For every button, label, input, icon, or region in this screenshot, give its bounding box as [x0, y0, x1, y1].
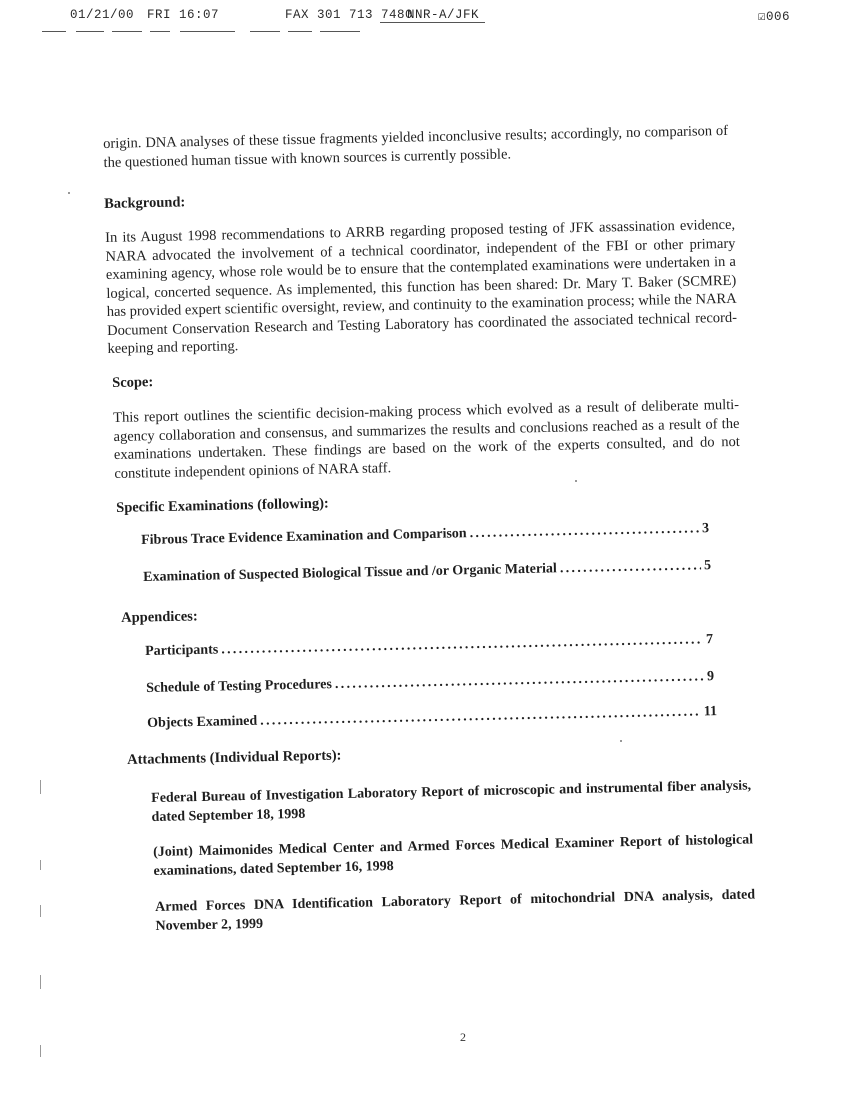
fax-rule [42, 31, 66, 32]
fax-rule [112, 31, 142, 32]
toc-entry-page: 11 [703, 704, 718, 720]
fax-number: FAX 301 713 7480 [285, 8, 414, 22]
attachments-heading: Attachments (Individual Reports): [127, 747, 342, 768]
fax-rule [150, 31, 170, 32]
fax-rule [288, 31, 312, 32]
margin-mark [40, 975, 41, 989]
toc-entry-title: Schedule of Testing Procedures [146, 677, 333, 696]
toc-entry[interactable] [145, 632, 713, 660]
appendices-heading: Appendices: [121, 608, 198, 626]
toc-entry[interactable] [146, 669, 714, 697]
fax-rule [180, 31, 235, 32]
toc-entry-title: Participants [145, 642, 219, 659]
scope-heading: Scope: [112, 374, 154, 391]
fax-rule [250, 31, 280, 32]
fax-page-marker: ☑006 [757, 10, 790, 24]
specific-examinations-heading: Specific Examinations (following): [116, 495, 329, 516]
fax-time: FRI 16:07 [147, 8, 220, 22]
toc-entry-page: 3 [701, 521, 710, 537]
toc-entry-title: Fibrous Trace Evidence Examination and Comparison [141, 526, 467, 548]
page-number: 2 [460, 1030, 466, 1044]
scan-speck [68, 192, 70, 194]
fax-date: 01/21/00 [70, 8, 135, 22]
toc-entry-title: Objects Examined [147, 713, 258, 731]
margin-mark [40, 780, 41, 794]
toc-entry-title: Examination of Suspected Biological Tissue and /or Organic Material [143, 561, 558, 585]
toc-leader [335, 669, 704, 693]
margin-mark [40, 860, 41, 870]
scan-speck [620, 740, 622, 742]
margin-mark [40, 1045, 41, 1057]
toc-entry-page: 5 [703, 558, 712, 574]
fax-rule [76, 31, 104, 32]
toc-entry[interactable] [143, 558, 711, 586]
margin-mark [40, 905, 41, 917]
toc-leader [469, 521, 699, 542]
fax-header [40, 8, 800, 32]
toc-leader [560, 558, 701, 577]
background-paragraph: In its August 1998 recommendations to ARRB regarding proposed testing of JFK assassination evidence, NARA advocated the involvement of a technical coordinator, independent of the FBI or other primary examining agency, whose role would be to ensure that the contemplated examinations were undertaken in a logical, concerted sequence. As implemented, this function has been shared: Dr. Mary T. Baker (SCMRE) has provided expert scientific oversight, review, and continuity to the examination process; while the NARA Document Conservation Research and Testing Laboratory has coordinated the associated technical record-keeping and reporting. [105, 216, 738, 357]
fax-department: NNR-A/JFK [407, 8, 480, 22]
toc-leader [221, 632, 703, 658]
fax-rule [320, 31, 360, 32]
scan-speck [575, 480, 577, 482]
toc-entry[interactable] [147, 704, 717, 732]
background-heading: Background: [104, 194, 186, 212]
intro-paragraph: origin. DNA analyses of these tissue fragments yielded inconclusive results; accordingly, no comparison of the questioned human tissue with known sources is currently possible. [103, 122, 729, 171]
toc-entry[interactable] [141, 521, 709, 549]
toc-entry-page: 9 [706, 669, 715, 685]
fax-rule [380, 22, 485, 23]
attachment-item: (Joint) Maimonides Medical Center and Armed Forces Medical Examiner Report of histological examinations, dated September 16, 1998 [153, 832, 754, 879]
attachment-item: Armed Forces DNA Identification Laboratory Report of mitochondrial DNA analysis, dated November 2, 1999 [155, 887, 756, 934]
scope-paragraph: This report outlines the scientific decision-making process which evolved as a result of deliberate multi-agency collaboration and consensus, and summarizes the results and conclusions reached as a result of the examinations undertaken. These findings are based on the work of the experts consulted, and do not constitute independent opinions of NARA staff. [113, 396, 740, 482]
toc-entry-page: 7 [705, 632, 714, 648]
attachment-item: Federal Bureau of Investigation Laboratory Report of microscopic and instrumental fiber analysis, dated September 18, 1998 [151, 778, 752, 825]
toc-leader [260, 704, 701, 729]
